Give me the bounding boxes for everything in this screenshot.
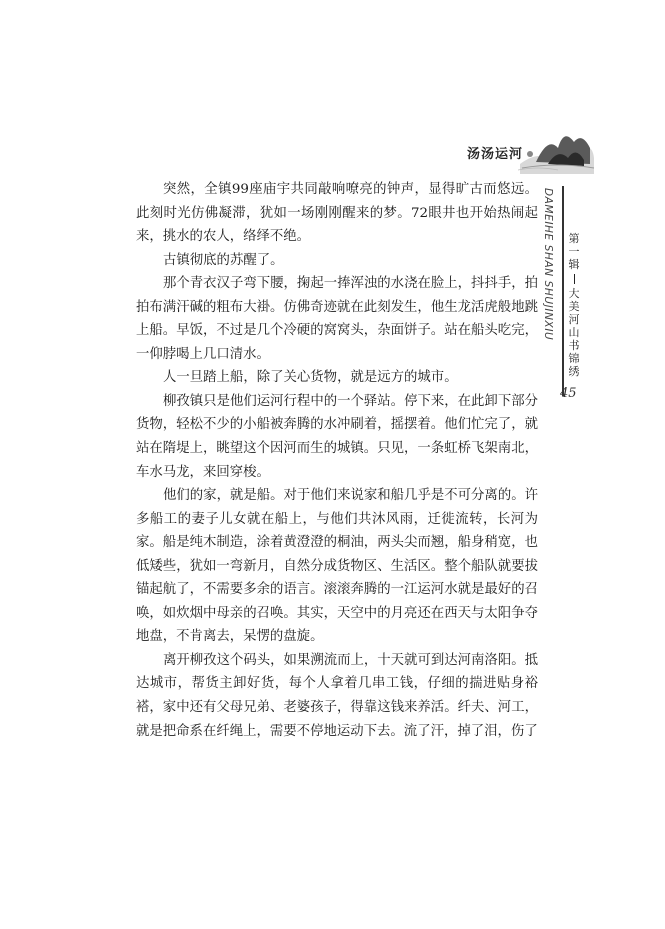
ink-landscape-illustration xyxy=(518,118,596,174)
paragraph: 人一旦踏上船，除了关心货物，就是远方的城市。 xyxy=(163,370,458,386)
article-body xyxy=(136,178,538,743)
chapter-number: 第一辑 xyxy=(568,232,580,271)
paragraph: 柳孜镇只是他们运河行程中的一个驿站。停下来，在此卸下部分货物，轻松不少的小船被奔腾的水冲刷着，摇摆着。他们忙完了，就站在隋堤上，眺望这个因河而生的城镇。只见，一条虹桥飞架南北，车水马龙，来回穿梭。 xyxy=(136,393,538,480)
paragraph: 离开柳孜这个码头，如果溯流而上，十天就可到达河南洛阳。抵达城市，帮货主卸好货，每个人拿着几串工钱，仔细的揣进贴身裕褡，家中还有父母兄弟、老婆孩子，得靠这钱来养活。纤夫、河工，就是把命系在纤绳上，需要不停地运动下去。流了汗，掉了泪，伤了 xyxy=(136,652,538,739)
paragraph: 他们的家，就是船。对于他们来说家和船几乎是不可分离的。许多船工的妻子儿女就在船上，与他们共沐风雨，迁徙流转，长河为家。船是纯木制造，涂着黄澄澄的桐油，两头尖而翘，船身稍宽，也低矮些，犹如一弯新月，自然分成货物区、生活区。整个船队就要拔锚起航了，不需要多余的语言。滚滚奔腾的一江运河水就是最好的召唤，如炊烟中母亲的召唤。其实，天空中的月亮还在西天与太阳争夺地盘，不肯离去，呆愣的盘旋。 xyxy=(136,488,538,645)
page-number: 45 xyxy=(560,386,577,401)
side-english-title: DAMEIHE SHAN SHUJINXIU xyxy=(542,188,554,341)
side-chapter-label xyxy=(567,232,581,378)
paragraph: 古镇彻底的苏醒了。 xyxy=(163,252,284,268)
chapter-divider xyxy=(574,274,575,284)
side-divider xyxy=(562,186,564,396)
collection-title: 大美河山书锦绣 xyxy=(568,287,580,378)
paragraph: 那个青衣汉子弯下腰，掬起一捧浑浊的水浇在脸上，抖抖手，拍拍布满汗碱的粗布大褂。仿佛奇迹就在此刻发生，他生龙活虎般地跳上船。早饭，不过是几个冷硬的窝窝头，杂面饼子。站在船头吃完，一仰脖喝上几口清水。 xyxy=(136,276,538,362)
running-header-title: 汤汤运河 xyxy=(467,147,524,162)
paragraph: 突然，全镇99座庙宇共同敲响嘹亮的钟声，显得旷古而悠远。此刻时光仿佛凝滞，犹如一场刚刚醒来的梦。72眼井也开始热闹起来，挑水的农人，络绎不绝。 xyxy=(136,182,538,245)
